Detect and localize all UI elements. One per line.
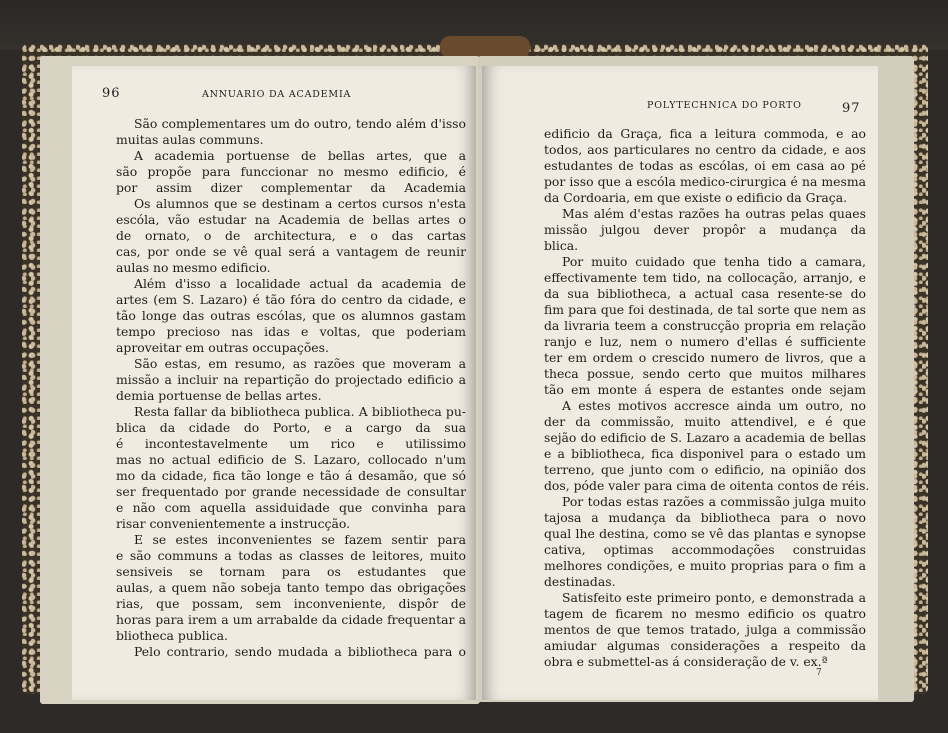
text-line: demia portuense de bellas artes. [116, 388, 322, 403]
text-line: A estes motivos accresce ainda um outro, no [562, 398, 866, 413]
text-line: aulas, a quem não sobeja tanto tempo das obrigações [116, 580, 466, 595]
text-line: risar convenientemente a instrucção. [116, 516, 351, 531]
text-line: qual lhe destina, como se vê das plantas e synopse [544, 526, 866, 541]
text-line: tagem de ficarem no mesmo edificio os quatro [544, 606, 866, 621]
text-line: melhores condições, e muito proprias para o fim a [544, 558, 866, 573]
text-line: ter em ordem o crescido numero de livros, que a [544, 350, 866, 365]
text-line: escóla, vão estudar na Academia de bellas artes o [116, 212, 466, 227]
text-line: destinadas. [544, 574, 616, 589]
text-line: blica da cidade do Porto, e a cargo da sua [116, 420, 466, 435]
text-line: e são communs a todas as classes de leitores, muito [116, 548, 466, 563]
text-line: e a bibliotheca, fica disponivel para o estado um [544, 446, 866, 461]
text-line: der da commissão, muito attendivel, e é que [544, 414, 866, 429]
text-line: theca possue, sendo certo que muitos milhares [544, 366, 866, 381]
text-line: tão em monte á espera de estantes onde sejam [544, 382, 866, 397]
text-line: ranjo e luz, nem o numero d'ellas é sufficiente [544, 334, 866, 349]
text-line: muitas aulas communs. [116, 132, 264, 147]
text-line: missão a incluir na repartição do projectado edificio a [116, 372, 466, 387]
text-line: da sua bibliotheca, a actual casa resente-se do [544, 286, 866, 301]
right-page-text [544, 126, 870, 670]
text-line: mentos de que temos tratado, julga a commissão [544, 622, 866, 637]
text-line: aproveitar em outras occupações. [116, 340, 329, 355]
text-line: A academia portuense de bellas artes, que a [134, 148, 466, 163]
text-line: tajosa a mudança da bibliotheca para o novo [544, 510, 866, 525]
book-spine [440, 36, 530, 58]
text-line: tão longe das outras escólas, que os alumnos gastam [116, 308, 466, 323]
text-line: Pelo contrario, sendo mudada a bibliotheca para o [134, 644, 466, 659]
text-line: Por todas estas razões a commissão julga muito [562, 494, 866, 509]
signature-mark: 7 [816, 668, 822, 678]
text-line: tempo precioso nas idas e voltas, que poderiam [116, 324, 466, 339]
text-line: blica. [544, 238, 579, 253]
left-page-number: 96 [102, 86, 121, 101]
text-line: effectivamente tem tido, na collocação, arranjo, e [544, 270, 866, 285]
text-line: todos, aos particulares no centro da cidade, e aos [544, 142, 866, 157]
text-line: Os alumnos que se destinam a certos cursos n'esta [134, 196, 466, 211]
text-line: mas no actual edificio de S. Lazaro, collocado n'um [116, 452, 466, 467]
text-line: são propõe para funccionar no mesmo edificio, é [116, 164, 466, 179]
text-line: cativa, optimas accommodações construidas [544, 542, 866, 557]
text-line: da livraria teem a construcção propria em relação [544, 318, 866, 333]
text-line: amiudar algumas considerações a respeito da [544, 638, 866, 653]
text-line: São complementares um do outro, tendo além d'isso [134, 116, 466, 131]
left-page [72, 66, 476, 700]
left-page-text [116, 116, 466, 660]
text-line: mo da cidade, fica tão longe e tão á desamão, que só [116, 468, 466, 483]
text-line: aulas no mesmo edificio. [116, 260, 271, 275]
text-line: cas, por onde se vê qual será a vantagem de reunir [116, 244, 466, 259]
text-line: horas para irem a um arrabalde da cidade frequentar a [116, 612, 466, 627]
text-line: terreno, que junto com o edificio, na opinião dos [544, 462, 866, 477]
text-line: artes (em S. Lazaro) é tão fóra do centro da cidade, e [116, 292, 466, 307]
text-line: sejão do edificio de S. Lazaro a academia de bellas [544, 430, 866, 445]
text-line: bliotheca publica. [116, 628, 228, 643]
text-line: dos, póde valer para cima de oitenta contos de réis. [544, 478, 870, 493]
text-line: São estas, em resumo, as razões que moveram a [134, 356, 466, 371]
text-line: E se estes inconvenientes se fazem sentir para [134, 532, 466, 547]
text-line: missão julgou dever propôr a mudança da [544, 222, 866, 237]
text-line: estudantes de todas as escólas, oi em casa ao pé [544, 158, 866, 173]
text-line: Mas além d'estas razões ha outras pelas quaes [562, 206, 866, 221]
right-header-title: POLYTECHNICA DO PORTO [647, 100, 802, 111]
text-line: fim para que foi destinada, de tal sorte que nem as [544, 302, 866, 317]
right-page-number: 97 [842, 101, 861, 116]
text-line: é incontestavelmente um rico e utilissimo [116, 436, 466, 451]
text-line: Resta fallar da bibliotheca publica. A bibliotheca pu- [134, 404, 466, 419]
text-line: sensiveis se tornam para os estudantes que [116, 564, 466, 579]
text-line: da Cordoaria, em que existe o edificio da Graça. [544, 190, 848, 205]
text-line: por isso que a escóla medico-cirurgica é na mesma [544, 174, 866, 189]
text-line: e não com aquella assiduidade que convinha para [116, 500, 466, 515]
right-running-head [482, 86, 878, 116]
text-line: de ornato, o de architectura, e o das cartas [116, 228, 466, 243]
left-running-head [72, 86, 476, 102]
text-line: por assim dizer complementar da Academia [116, 180, 466, 195]
text-line: obra e submettel-as á consideração de v. ex.ª [544, 654, 828, 669]
left-header-title: ANNUARIO DA ACADEMIA [202, 89, 352, 100]
text-line: ser frequentado por grande necessidade de consultar [116, 484, 466, 499]
text-line: rias, que possam, sem inconveniente, dispôr de [116, 596, 466, 611]
text-line: edificio da Graça, fica a leitura commoda, e ao [544, 126, 866, 141]
text-line: Além d'isso a localidade actual da academia de [134, 276, 466, 291]
right-page [482, 66, 878, 700]
text-line: Satisfeito este primeiro ponto, e demonstrada a [562, 590, 866, 605]
text-line: Por muito cuidado que tenha tido a camara, [562, 254, 866, 269]
